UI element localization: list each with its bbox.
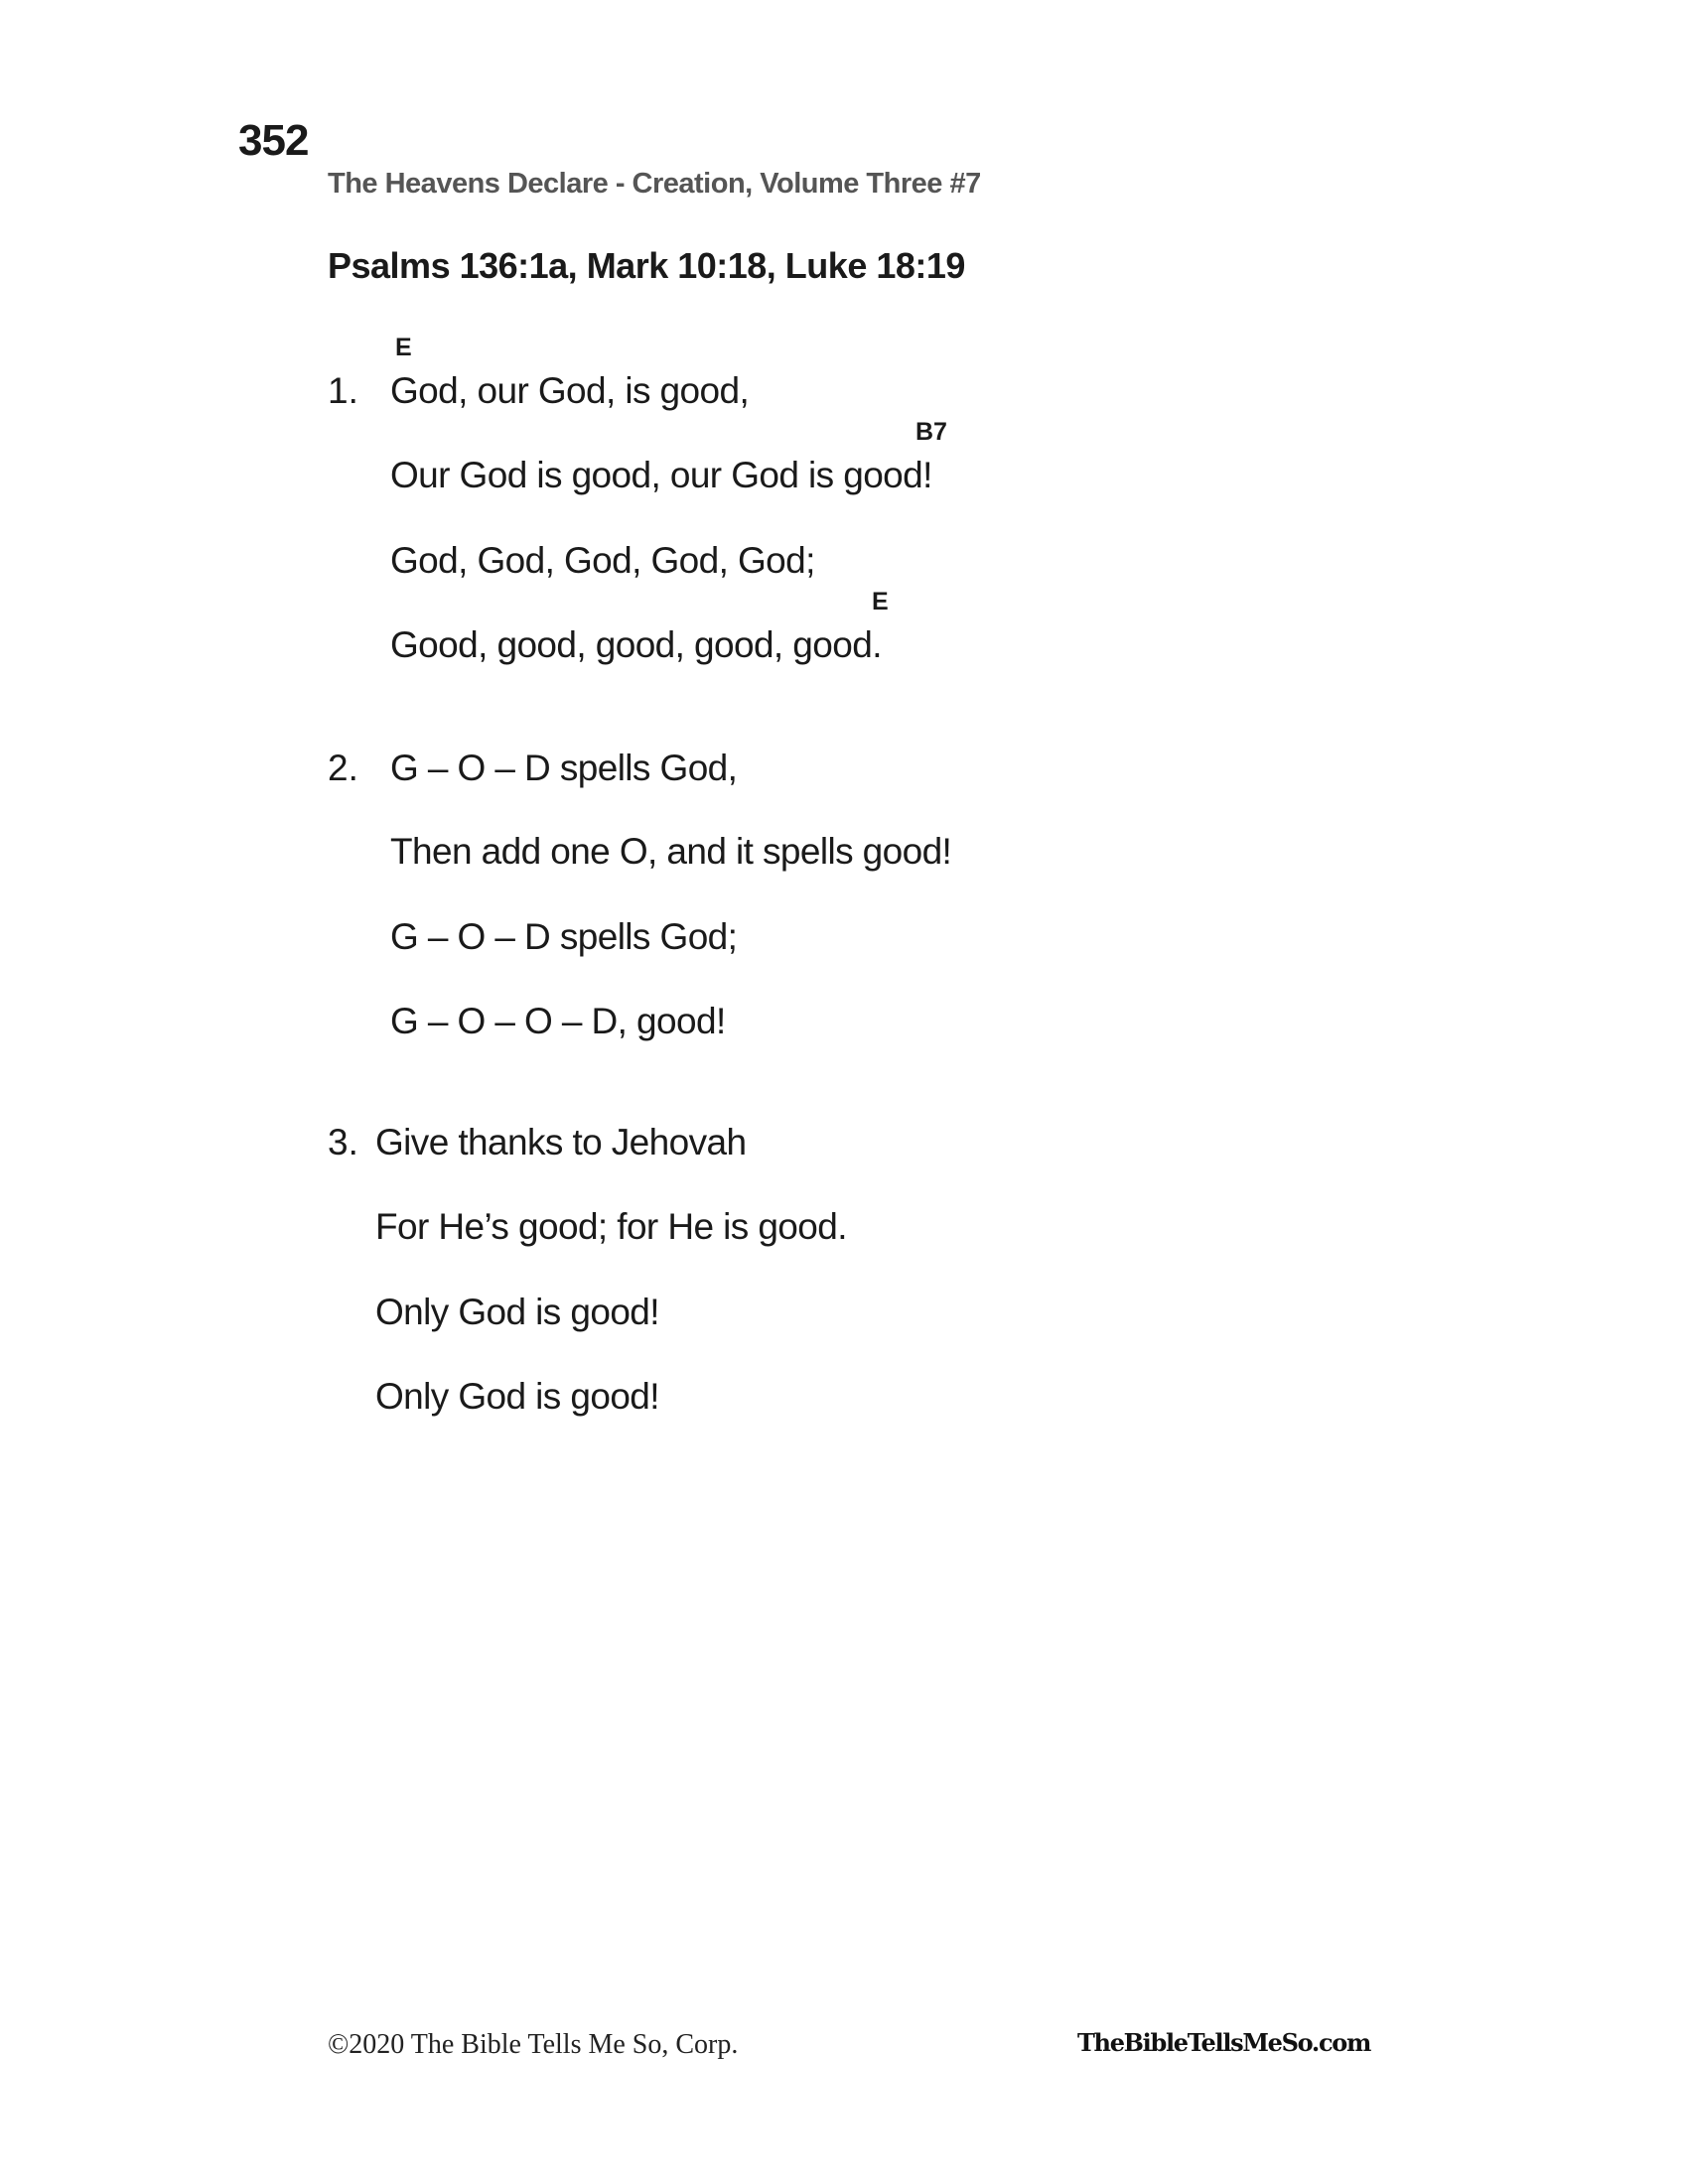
lyric-line: Our God is good, our God is good! bbox=[390, 455, 932, 495]
verse-number: 3. bbox=[328, 1122, 358, 1162]
song-subtitle: The Heavens Declare - Creation, Volume Three #7 bbox=[328, 168, 981, 200]
chord-label: E bbox=[395, 334, 412, 361]
lyric-line: Good, good, good, good, good. bbox=[390, 624, 882, 665]
scripture-reference: Psalms 136:1a, Mark 10:18, Luke 18:19 bbox=[328, 245, 965, 286]
lyric-line: Only God is good! bbox=[375, 1292, 659, 1332]
lyric-line: For He’s good; for He is good. bbox=[375, 1206, 847, 1247]
lyric-line: Then add one O, and it spells good! bbox=[390, 831, 952, 872]
lyric-line: God, our God, is good, bbox=[390, 370, 750, 411]
page-number: 352 bbox=[238, 116, 309, 165]
verse-number: 1. bbox=[328, 370, 358, 411]
verse-number: 2. bbox=[328, 748, 358, 788]
lyric-line: Only God is good! bbox=[375, 1376, 659, 1417]
website-footer: TheBibleTellsMeSo.com bbox=[1077, 2028, 1371, 2057]
chord-label: E bbox=[872, 588, 889, 615]
copyright-footer: ©2020 The Bible Tells Me So, Corp. bbox=[328, 2029, 739, 2060]
lyric-line: G – O – D spells God, bbox=[390, 748, 738, 788]
chord-label: B7 bbox=[915, 418, 947, 446]
lyric-line: G – O – D spells God; bbox=[390, 916, 738, 957]
lyric-line: God, God, God, God, God; bbox=[390, 540, 815, 581]
lyric-line: G – O – O – D, good! bbox=[390, 1001, 726, 1041]
lyric-line: Give thanks to Jehovah bbox=[375, 1122, 747, 1162]
